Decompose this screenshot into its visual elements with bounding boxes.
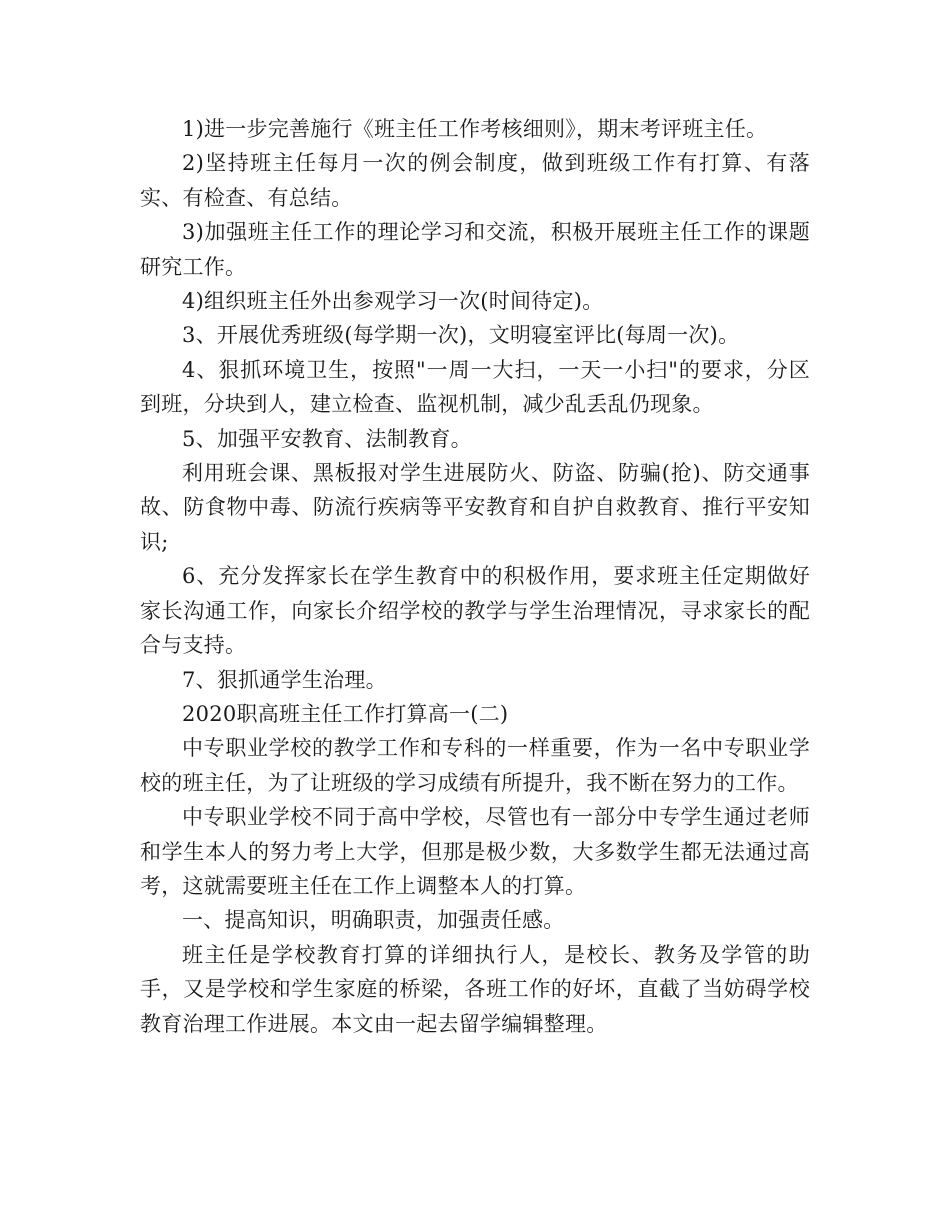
paragraph-12: 中专职业学校的教学工作和专科的一样重要，作为一名中专职业学校的班主任，为了让班级的学习成绩有所提升，我不断在努力的工作。 <box>140 736 810 795</box>
paragraph-14: 一、提高知识，明确职责，加强责任感。 <box>182 908 565 933</box>
paragraph-13: 中专职业学校不同于高中学校，尽管也有一部分中专学生通过老师和学生本人的努力考上大学，但那是极少数，大多数学生都无法通过高考，这就需要班主任在工作上调整本人的打算。 <box>140 805 810 898</box>
paragraph-7: 5、加强平安教育、法制教育。 <box>182 426 472 451</box>
paragraph-6: 4、狠抓环境卫生，按照"一周一大扫，一天一小扫"的要求，分区到班，分块到人，建立检查、监视机制，减少乱丢乱仍现象。 <box>140 357 810 417</box>
paragraph-2: 2)坚持班主任每月一次的例会制度，做到班级工作有打算、有落实、有检查、有总结。 <box>140 151 810 210</box>
paragraph-4: 4)组织班主任外出参观学习一次(时间待定)。 <box>182 289 604 314</box>
document-body <box>140 112 810 1041</box>
paragraph-9: 6、充分发挥家长在学生教育中的积极作用，要求班主任定期做好家长沟通工作，向家长介绍学校的教学与学生治理情况，寻求家长的配合与支持。 <box>140 564 810 658</box>
paragraph-3: 3)加强班主任工作的理论学习和交流，积极开展班主任工作的课题研究工作。 <box>140 220 810 279</box>
paragraph-5: 3、开展优秀班级(每学期一次)，文明寝室评比(每周一次)。 <box>182 323 740 348</box>
section-heading: 2020职高班主任工作打算高一(二) <box>182 701 509 726</box>
paragraph-10: 7、狠抓通学生治理。 <box>182 667 387 692</box>
paragraph-15: 班主任是学校教育打算的详细执行人，是校长、教务及学管的助手，又是学校和学生家庭的桥梁，各班工作的好坏，直截了当妨碍学校教育治理工作进展。本文由一起去留学编辑整理。 <box>140 942 810 1036</box>
paragraph-8: 利用班会课、黑板报对学生进展防火、防盗、防骗(抢)、防交通事故、防食物中毒、防流行疾病等平安教育和自护自救教育、推行平安知识; <box>140 461 810 554</box>
paragraph-1: 1)进一步完善施行《班主任工作考核细则》，期末考评班主任。 <box>182 117 768 141</box>
